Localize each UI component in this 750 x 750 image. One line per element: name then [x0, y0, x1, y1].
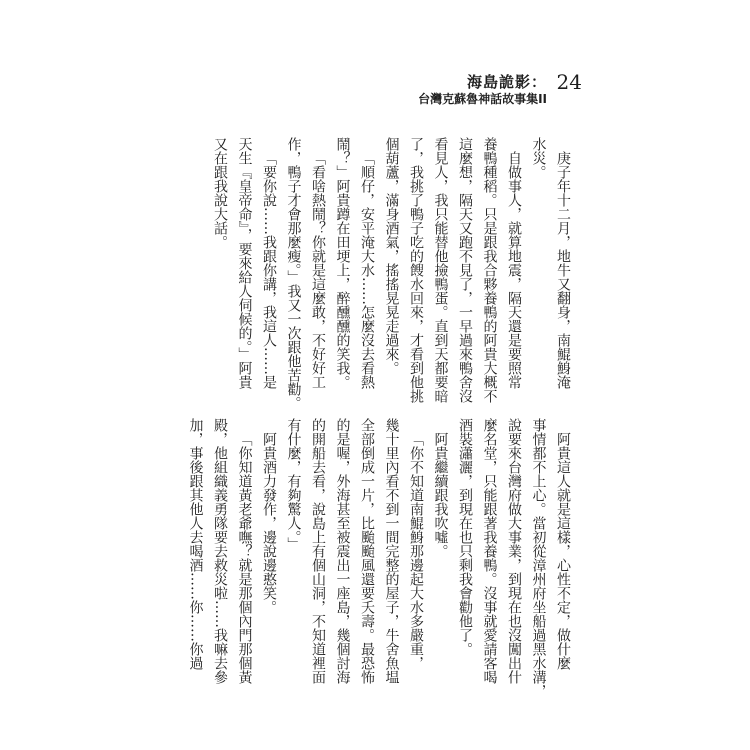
- text-column: 鬧？」阿貴蹲在田埂上，醉醺醺的笑我。: [334, 137, 351, 389]
- text-column: 阿貴酒力發作，邊說邊憨笑。: [261, 432, 277, 614]
- text-column: 「你知道黃老爺嘸？就是那個內門那個黃: [236, 432, 253, 684]
- text-column: 作，鴨子才會那麼瘦。」我又一次跟他苦勸。: [285, 137, 302, 410]
- text-column: 酒裝瀟灑，到現在也只剩我會勸他了。: [457, 418, 473, 656]
- text-column: 庚子年十二月，地牛又翻身，南鯤鯓淹: [555, 151, 571, 389]
- text-column: 阿貴這人就是這樣，心性不定，做什麼: [555, 432, 571, 670]
- text-column: 水災。: [530, 137, 547, 179]
- text-column: 個葫蘆，滿身酒氣，搖搖晃晃走過來。: [383, 137, 400, 375]
- text-column: 養鴨種稻。只是跟我合夥養鴨的阿貴大概不: [481, 137, 498, 403]
- text-column: 的是喔，外海甚至被震出一座島，幾個討海: [334, 418, 351, 684]
- text-column: 加，事後跟其他人去喝酒……你……你過: [187, 418, 204, 670]
- text-column: 殿，他組織義勇隊要去救災啦……我嘛去參: [212, 418, 228, 684]
- text-column: 的開船去看，說島上有個山洞，不知道裡面: [310, 418, 326, 684]
- text-column: 「你不知道南鯤鯓那邊起大水多嚴重，: [408, 432, 424, 670]
- text-column: 自做事人，就算地震，隔天還是要照常: [506, 151, 522, 389]
- text-column: 「看啥熱鬧？你就是這麼敢，不好好工: [310, 151, 326, 389]
- text-column: 看見人，我只能替他撿鴨蛋。直到天都要暗: [432, 137, 449, 403]
- text-column: 了，我挑了鴨子吃的餿水回來，才看到他挑: [408, 137, 424, 403]
- running-header: [418, 73, 547, 107]
- book-subtitle: 台灣克蘇魯神話故事集II: [418, 91, 547, 106]
- text-column: 「順仔，安平淹大水……怎麼沒去看熱: [359, 151, 375, 389]
- text-column: 全部倒成一片，比颱颱風還要夭壽。最恐怖: [359, 418, 375, 684]
- text-column: 阿貴繼續跟我吹噓。: [432, 432, 449, 558]
- book-title: 海島詭影：: [466, 73, 547, 91]
- text-column: 幾十里內看不到一間完整的屋子，牛舍魚塭: [383, 418, 400, 684]
- text-column: 這麼想，隔天又跑不見了，一早過來鴨舍沒: [457, 137, 473, 403]
- text-column: 有什麼，有夠驚人。」: [285, 418, 302, 551]
- page-number: 24: [556, 70, 582, 94]
- text-column: 「要你說……我跟你講，我這人……是: [261, 151, 277, 389]
- text-column: 說要來台灣府做大事業，到現在也沒闖出什: [506, 418, 522, 684]
- text-column: 事情都不上心。當初從漳州府坐船過黑水溝，: [530, 418, 547, 698]
- text-column: 天生『皇帝命』，要來給人伺候的。」阿貴: [236, 137, 253, 389]
- text-column: 又在跟我說大話。: [212, 137, 228, 249]
- text-column: 麼名堂，只能跟著我養鴨。沒事就愛請客喝: [481, 418, 498, 684]
